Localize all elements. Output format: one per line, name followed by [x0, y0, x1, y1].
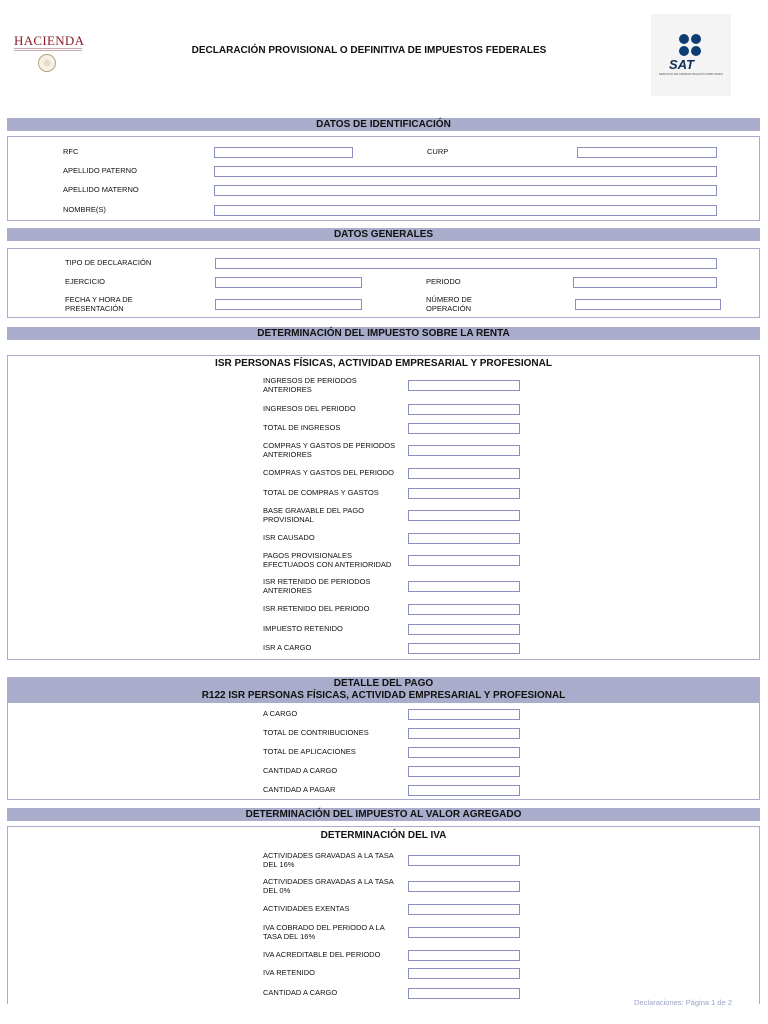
- iva-row-label-line2: DEL 0%: [263, 886, 291, 895]
- sat-logo: [651, 14, 731, 96]
- isr-row-label-line2: ANTERIORES: [263, 450, 312, 459]
- isr-row-label: IMPUESTO RETENIDO: [263, 624, 343, 633]
- isr-row-field[interactable]: [408, 468, 520, 479]
- iva-row-label-line2: DEL 16%: [263, 860, 295, 869]
- iva-row-field[interactable]: [408, 855, 520, 866]
- isr-row-label-line2: PROVISIONAL: [263, 515, 314, 524]
- iva-row-label: IVA ACREDITABLE DEL PERIODO: [263, 950, 381, 959]
- isr-row-label: INGRESOS DE PERIODOS: [263, 376, 357, 385]
- fecha-label-line2: PRESENTACIÓN: [65, 304, 124, 313]
- iva-heading: DETERMINACIÓN DEL IMPUESTO AL VALOR AGREGADO: [7, 808, 760, 821]
- pago-row-label: A CARGO: [263, 709, 298, 718]
- isr-row-field[interactable]: [408, 404, 520, 415]
- isr-row-label: ISR RETENIDO DE PERIODOS: [263, 577, 371, 586]
- iva-row-field[interactable]: [408, 950, 520, 961]
- isr-heading: DETERMINACIÓN DEL IMPUESTO SOBRE LA RENTA: [7, 327, 760, 340]
- fecha-field[interactable]: [215, 299, 362, 310]
- isr-row-field[interactable]: [408, 624, 520, 635]
- sat-logo-text: SAT: [669, 57, 695, 72]
- isr-row-label: COMPRAS Y GASTOS DEL PERIODO: [263, 468, 395, 477]
- pago-row-field[interactable]: [408, 747, 520, 758]
- apellido-materno-field[interactable]: [214, 185, 717, 196]
- isr-row-label: ISR RETENIDO DEL PERIODO: [263, 604, 370, 613]
- numero-operacion-label-line1: NÚMERO DE: [426, 295, 472, 304]
- isr-row-label: ISR A CARGO: [263, 643, 312, 652]
- ejercicio-label: EJERCICIO: [65, 277, 106, 286]
- document-title: DECLARACIÓN PROVISIONAL O DEFINITIVA DE IMPUESTOS FEDERALES: [191, 45, 547, 56]
- pago-heading-line1: DETALLE DEL PAGO: [333, 678, 434, 689]
- pago-row-field[interactable]: [408, 766, 520, 777]
- seal-icon: [38, 54, 56, 72]
- isr-row-field[interactable]: [408, 533, 520, 544]
- iva-row-label: IVA RETENIDO: [263, 968, 315, 977]
- pago-section: [7, 702, 760, 800]
- pago-row-field[interactable]: [408, 709, 520, 720]
- pago-row-field[interactable]: [408, 728, 520, 739]
- iva-row-field[interactable]: [408, 904, 520, 915]
- tipo-declaracion-field[interactable]: [215, 258, 717, 269]
- iva-row-label: CANTIDAD A CARGO: [263, 988, 338, 997]
- page-footer: Declaraciones: Página 1 de 2: [634, 998, 732, 1007]
- isr-row-label: ISR CAUSADO: [263, 533, 315, 542]
- isr-subheading: ISR PERSONAS FÍSICAS, ACTIVIDAD EMPRESARIAL Y PROFESIONAL: [215, 358, 552, 369]
- iva-row-field[interactable]: [408, 927, 520, 938]
- isr-row-label: INGRESOS DEL PERIODO: [263, 404, 356, 413]
- iva-row-label-line2: TASA DEL 16%: [263, 932, 316, 941]
- generales-heading: DATOS GENERALES: [7, 228, 760, 241]
- isr-row-field[interactable]: [408, 555, 520, 566]
- isr-row-label: PAGOS PROVISIONALES: [263, 551, 353, 560]
- apellido-paterno-field[interactable]: [214, 166, 717, 177]
- fecha-label-line1: FECHA Y HORA DE: [65, 295, 133, 304]
- apellido-materno-label: APELLIDO MATERNO: [63, 185, 139, 194]
- isr-row-label: BASE GRAVABLE DEL PAGO: [263, 506, 365, 515]
- pago-row-label: TOTAL DE CONTRIBUCIONES: [263, 728, 369, 737]
- curp-field[interactable]: [577, 147, 717, 158]
- isr-row-field[interactable]: [408, 445, 520, 456]
- iva-row-field[interactable]: [408, 988, 520, 999]
- pago-row-label: CANTIDAD A CARGO: [263, 766, 338, 775]
- nombre-label: NOMBRE(S): [63, 205, 106, 214]
- iva-row-label: ACTIVIDADES EXENTAS: [263, 904, 350, 913]
- isr-row-field[interactable]: [408, 510, 520, 521]
- rfc-field[interactable]: [214, 147, 353, 158]
- hacienda-logo-text: HACIENDA: [14, 33, 85, 48]
- hacienda-logo: [8, 28, 86, 80]
- isr-row-field[interactable]: [408, 423, 520, 434]
- numero-operacion-label-line2: OPERACIÓN: [426, 304, 472, 313]
- iva-row-label: IVA COBRADO DEL PERIODO A LA: [263, 923, 385, 932]
- ejercicio-field[interactable]: [215, 277, 362, 288]
- curp-label: CURP: [427, 147, 449, 156]
- periodo-label: PERIODO: [426, 277, 461, 286]
- iva-row-field[interactable]: [408, 968, 520, 979]
- identificacion-heading: DATOS DE IDENTIFICACIÓN: [7, 118, 760, 131]
- pago-heading-line2: R122 ISR PERSONAS FÍSICAS, ACTIVIDAD EMPRESARIAL Y PROFESIONAL: [201, 690, 566, 701]
- iva-subheading: DETERMINACIÓN DEL IVA: [320, 830, 447, 841]
- isr-row-field[interactable]: [408, 643, 520, 654]
- iva-row-label: ACTIVIDADES GRAVADAS A LA TASA: [263, 851, 394, 860]
- isr-row-label: TOTAL DE INGRESOS: [263, 423, 341, 432]
- isr-row-field[interactable]: [408, 581, 520, 592]
- pago-heading: [7, 677, 760, 702]
- iva-row-field[interactable]: [408, 881, 520, 892]
- iva-row-label: ACTIVIDADES GRAVADAS A LA TASA: [263, 877, 394, 886]
- isr-section: [7, 355, 760, 660]
- pago-row-field[interactable]: [408, 785, 520, 796]
- sat-dots-icon: [679, 34, 703, 58]
- apellido-paterno-label: APELLIDO PATERNO: [63, 166, 137, 175]
- periodo-field[interactable]: [573, 277, 717, 288]
- sat-tagline: SERVICIO DE ADMINISTRACIÓN TRIBUTARIA: [658, 72, 724, 76]
- pago-row-label: CANTIDAD A PAGAR: [263, 785, 336, 794]
- isr-row-label: COMPRAS Y GASTOS DE PERIODOS: [263, 441, 396, 450]
- isr-row-label-line2: ANTERIORES: [263, 385, 312, 394]
- isr-row-field[interactable]: [408, 488, 520, 499]
- isr-row-field[interactable]: [408, 604, 520, 615]
- tipo-declaracion-label: TIPO DE DECLARACIÓN: [65, 258, 152, 267]
- isr-row-label: TOTAL DE COMPRAS Y GASTOS: [263, 488, 379, 497]
- isr-row-label-line2: EFECTUADOS CON ANTERIORIDAD: [263, 560, 392, 569]
- isr-row-label-line2: ANTERIORES: [263, 586, 312, 595]
- nombre-field[interactable]: [214, 205, 717, 216]
- pago-row-label: TOTAL DE APLICACIONES: [263, 747, 356, 756]
- rfc-label: RFC: [63, 147, 79, 156]
- isr-row-field[interactable]: [408, 380, 520, 391]
- numero-operacion-field[interactable]: [575, 299, 721, 310]
